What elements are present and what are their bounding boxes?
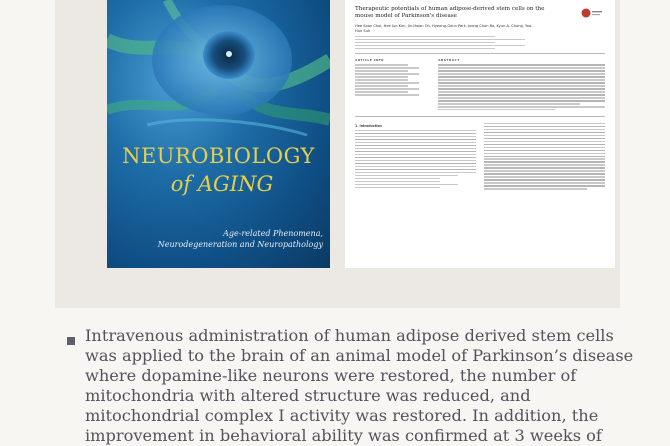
figure-panel [55,0,620,308]
cover-tagline-line-2: Neurodegeneration and Neuropathology [157,240,323,249]
body-paragraph: Intravenous administration of human adipose derived stem cells was applied to the brain of an animal model of Parkinson’s disease where dopamine-like neurons were restored, the number of mitochondria with altered structure was reduced, and mitochondrial complex I activity was restored. In addition, the improvement in behavioral ability was confirmed at 3 weeks of [85,326,634,445]
bullet-marker [67,337,75,345]
cover-tagline [117,228,327,250]
article-info-heading: ARTICLE INFO [355,58,385,63]
article-title: Therapeutic potentials of human adipose-derived stem cells on the mouse model of Parkinson's disease [355,6,545,19]
cover-tagline-line-1: Age-related Phenomena, [223,229,323,238]
article-affiliations [355,36,555,49]
cover-title: NEUROBIOLOGY [122,144,315,168]
article-info-abstract [355,58,605,112]
publisher-logo-icon [581,6,603,20]
abstract-heading: ABSTRACT [438,58,460,63]
journal-cover [107,0,330,268]
article-body-columns [355,121,605,191]
cover-subtitle: of AGING [170,172,274,196]
article-authors: Hee Soon Choi, Hee Jun Kim, Jin-Hwan Oh, Hyeong-Geun Park, Jeong Chan Ra, Kyun-A. Chang, Yoo-Hun Suh [355,24,533,33]
article-first-page [345,0,615,268]
introduction-heading: 1. Introduction [355,124,382,129]
